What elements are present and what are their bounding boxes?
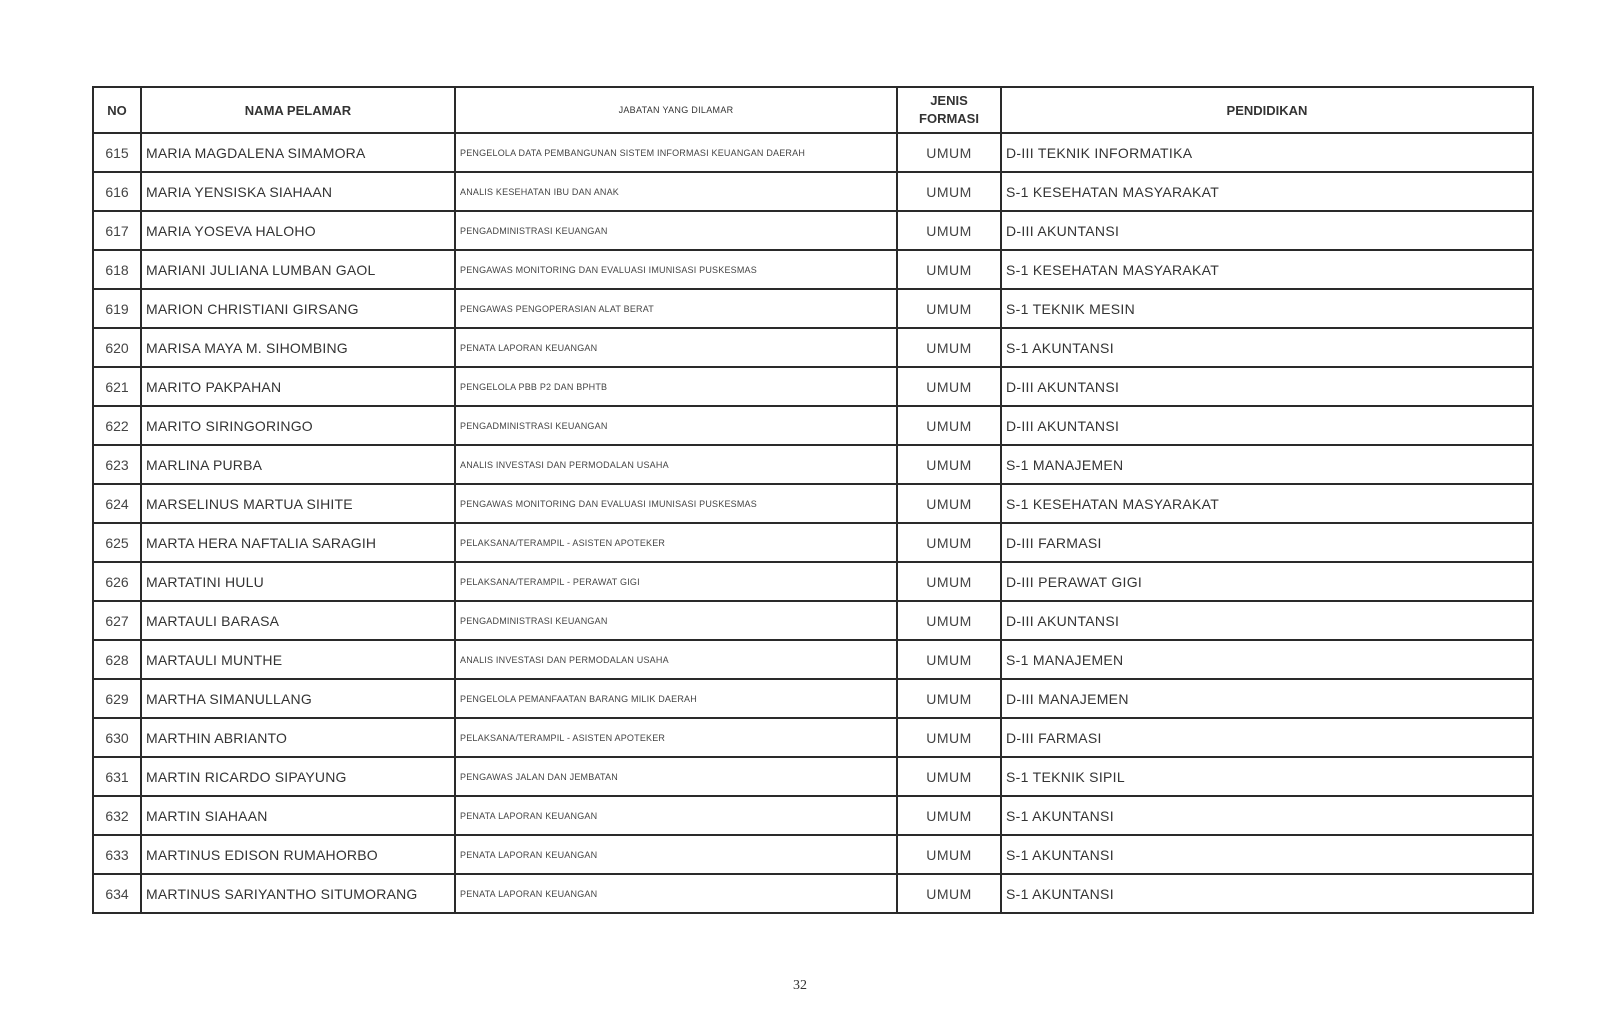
- cell-jabatan: PENGAWAS PENGOPERASIAN ALAT BERAT: [455, 289, 897, 328]
- cell-pendidikan: D-III AKUNTANSI: [1001, 406, 1533, 445]
- cell-pendidikan: S-1 TEKNIK MESIN: [1001, 289, 1533, 328]
- cell-nama-pelamar: MARTA HERA NAFTALIA SARAGIH: [141, 523, 455, 562]
- cell-jenis-formasi: UMUM: [897, 679, 1001, 718]
- cell-pendidikan: D-III PERAWAT GIGI: [1001, 562, 1533, 601]
- cell-nama-pelamar: MARTAULI BARASA: [141, 601, 455, 640]
- cell-jenis-formasi: UMUM: [897, 328, 1001, 367]
- cell-pendidikan: S-1 AKUNTANSI: [1001, 874, 1533, 913]
- cell-nama-pelamar: MARTHA SIMANULLANG: [141, 679, 455, 718]
- cell-jabatan: PENGAWAS MONITORING DAN EVALUASI IMUNISASI PUSKESMAS: [455, 250, 897, 289]
- table-row: [93, 835, 1533, 874]
- cell-nama-pelamar: MARISA MAYA M. SIHOMBING: [141, 328, 455, 367]
- cell-jenis-formasi: UMUM: [897, 250, 1001, 289]
- cell-jenis-formasi: UMUM: [897, 601, 1001, 640]
- cell-jabatan: PENGADMINISTRASI KEUANGAN: [455, 406, 897, 445]
- cell-nama-pelamar: MARION CHRISTIANI GIRSANG: [141, 289, 455, 328]
- table-row: [93, 640, 1533, 679]
- cell-jenis-formasi: UMUM: [897, 289, 1001, 328]
- cell-pendidikan: D-III TEKNIK INFORMATIKA: [1001, 133, 1533, 172]
- cell-no: 623: [93, 445, 141, 484]
- cell-nama-pelamar: MARIA YOSEVA HALOHO: [141, 211, 455, 250]
- cell-pendidikan: S-1 KESEHATAN MASYARAKAT: [1001, 484, 1533, 523]
- header-no: NO: [93, 87, 141, 133]
- cell-jenis-formasi: UMUM: [897, 484, 1001, 523]
- table-row: [93, 757, 1533, 796]
- table-body: [93, 133, 1533, 913]
- cell-jabatan: PENGADMINISTRASI KEUANGAN: [455, 601, 897, 640]
- table-row: [93, 289, 1533, 328]
- cell-jabatan: PELAKSANA/TERAMPIL - ASISTEN APOTEKER: [455, 523, 897, 562]
- cell-jabatan: PENGAWAS JALAN DAN JEMBATAN: [455, 757, 897, 796]
- cell-no: 616: [93, 172, 141, 211]
- cell-jenis-formasi: UMUM: [897, 523, 1001, 562]
- cell-pendidikan: D-III FARMASI: [1001, 718, 1533, 757]
- cell-nama-pelamar: MARTHIN ABRIANTO: [141, 718, 455, 757]
- header-jenis-line1: JENIS: [930, 93, 968, 108]
- header-pendidikan: PENDIDIKAN: [1001, 87, 1533, 133]
- cell-no: 618: [93, 250, 141, 289]
- table-row: [93, 718, 1533, 757]
- cell-no: 622: [93, 406, 141, 445]
- table-row: [93, 250, 1533, 289]
- cell-jenis-formasi: UMUM: [897, 172, 1001, 211]
- cell-pendidikan: D-III MANAJEMEN: [1001, 679, 1533, 718]
- cell-nama-pelamar: MARSELINUS MARTUA SIHITE: [141, 484, 455, 523]
- cell-no: 627: [93, 601, 141, 640]
- cell-jenis-formasi: UMUM: [897, 640, 1001, 679]
- header-jabatan-yang-dilamar: JABATAN YANG DILAMAR: [455, 87, 897, 133]
- cell-pendidikan: D-III AKUNTANSI: [1001, 211, 1533, 250]
- cell-nama-pelamar: MARTAULI MUNTHE: [141, 640, 455, 679]
- cell-jabatan: PENATA LAPORAN KEUANGAN: [455, 874, 897, 913]
- table-row: [93, 601, 1533, 640]
- cell-no: 630: [93, 718, 141, 757]
- cell-no: 626: [93, 562, 141, 601]
- table-row: [93, 133, 1533, 172]
- cell-jabatan: ANALIS INVESTASI DAN PERMODALAN USAHA: [455, 640, 897, 679]
- cell-jenis-formasi: UMUM: [897, 562, 1001, 601]
- cell-pendidikan: D-III FARMASI: [1001, 523, 1533, 562]
- cell-nama-pelamar: MARTINUS SARIYANTHO SITUMORANG: [141, 874, 455, 913]
- cell-nama-pelamar: MARIANI JULIANA LUMBAN GAOL: [141, 250, 455, 289]
- cell-no: 624: [93, 484, 141, 523]
- cell-jabatan: PENATA LAPORAN KEUANGAN: [455, 835, 897, 874]
- cell-jenis-formasi: UMUM: [897, 874, 1001, 913]
- cell-no: 625: [93, 523, 141, 562]
- cell-nama-pelamar: MARTIN RICARDO SIPAYUNG: [141, 757, 455, 796]
- cell-jabatan: PENGELOLA DATA PEMBANGUNAN SISTEM INFORMASI KEUANGAN DAERAH: [455, 133, 897, 172]
- cell-no: 617: [93, 211, 141, 250]
- header-nama-pelamar: NAMA PELAMAR: [141, 87, 455, 133]
- cell-no: 615: [93, 133, 141, 172]
- cell-pendidikan: S-1 MANAJEMEN: [1001, 640, 1533, 679]
- cell-nama-pelamar: MARIA YENSISKA SIAHAAN: [141, 172, 455, 211]
- page-number: 32: [793, 978, 807, 993]
- cell-no: 633: [93, 835, 141, 874]
- cell-no: 628: [93, 640, 141, 679]
- table-row: [93, 328, 1533, 367]
- cell-nama-pelamar: MARTATINI HULU: [141, 562, 455, 601]
- table-row: [93, 874, 1533, 913]
- cell-no: 621: [93, 367, 141, 406]
- cell-jenis-formasi: UMUM: [897, 367, 1001, 406]
- cell-no: 632: [93, 796, 141, 835]
- cell-pendidikan: S-1 KESEHATAN MASYARAKAT: [1001, 250, 1533, 289]
- cell-pendidikan: D-III AKUNTANSI: [1001, 367, 1533, 406]
- header-row: [93, 87, 1533, 133]
- cell-pendidikan: S-1 AKUNTANSI: [1001, 835, 1533, 874]
- cell-nama-pelamar: MARTIN SIAHAAN: [141, 796, 455, 835]
- cell-nama-pelamar: MARIA MAGDALENA SIMAMORA: [141, 133, 455, 172]
- applicant-table: [92, 86, 1534, 914]
- cell-jenis-formasi: UMUM: [897, 757, 1001, 796]
- cell-jabatan: ANALIS KESEHATAN IBU DAN ANAK: [455, 172, 897, 211]
- table-row: [93, 406, 1533, 445]
- cell-no: 620: [93, 328, 141, 367]
- cell-jabatan: PELAKSANA/TERAMPIL - PERAWAT GIGI: [455, 562, 897, 601]
- cell-pendidikan: S-1 AKUNTANSI: [1001, 796, 1533, 835]
- cell-no: 629: [93, 679, 141, 718]
- table-row: [93, 796, 1533, 835]
- cell-pendidikan: S-1 KESEHATAN MASYARAKAT: [1001, 172, 1533, 211]
- cell-pendidikan: S-1 AKUNTANSI: [1001, 328, 1533, 367]
- cell-jenis-formasi: UMUM: [897, 796, 1001, 835]
- cell-jenis-formasi: UMUM: [897, 211, 1001, 250]
- cell-jabatan: PENATA LAPORAN KEUANGAN: [455, 796, 897, 835]
- table-row: [93, 445, 1533, 484]
- cell-jabatan: PENATA LAPORAN KEUANGAN: [455, 328, 897, 367]
- cell-jabatan: PENGELOLA PEMANFAATAN BARANG MILIK DAERAH: [455, 679, 897, 718]
- cell-no: 631: [93, 757, 141, 796]
- table-row: [93, 679, 1533, 718]
- table-row: [93, 172, 1533, 211]
- cell-nama-pelamar: MARITO PAKPAHAN: [141, 367, 455, 406]
- cell-pendidikan: S-1 TEKNIK SIPIL: [1001, 757, 1533, 796]
- cell-pendidikan: S-1 MANAJEMEN: [1001, 445, 1533, 484]
- cell-jenis-formasi: UMUM: [897, 445, 1001, 484]
- table-row: [93, 367, 1533, 406]
- table-header: [93, 87, 1533, 133]
- table-row: [93, 562, 1533, 601]
- table-row: [93, 211, 1533, 250]
- cell-nama-pelamar: MARLINA PURBA: [141, 445, 455, 484]
- cell-jenis-formasi: UMUM: [897, 835, 1001, 874]
- header-jenis-line2: FORMASI: [919, 111, 979, 126]
- cell-nama-pelamar: MARTINUS EDISON RUMAHORBO: [141, 835, 455, 874]
- header-jenis-formasi: [897, 87, 1001, 133]
- cell-jabatan: ANALIS INVESTASI DAN PERMODALAN USAHA: [455, 445, 897, 484]
- cell-jenis-formasi: UMUM: [897, 718, 1001, 757]
- cell-jabatan: PENGAWAS MONITORING DAN EVALUASI IMUNISASI PUSKESMAS: [455, 484, 897, 523]
- cell-jenis-formasi: UMUM: [897, 406, 1001, 445]
- cell-jabatan: PENGADMINISTRASI KEUANGAN: [455, 211, 897, 250]
- cell-no: 634: [93, 874, 141, 913]
- cell-jenis-formasi: UMUM: [897, 133, 1001, 172]
- cell-no: 619: [93, 289, 141, 328]
- cell-nama-pelamar: MARITO SIRINGORINGO: [141, 406, 455, 445]
- cell-jabatan: PENGELOLA PBB P2 DAN BPHTB: [455, 367, 897, 406]
- table-row: [93, 484, 1533, 523]
- cell-jabatan: PELAKSANA/TERAMPIL - ASISTEN APOTEKER: [455, 718, 897, 757]
- table-row: [93, 523, 1533, 562]
- cell-pendidikan: D-III AKUNTANSI: [1001, 601, 1533, 640]
